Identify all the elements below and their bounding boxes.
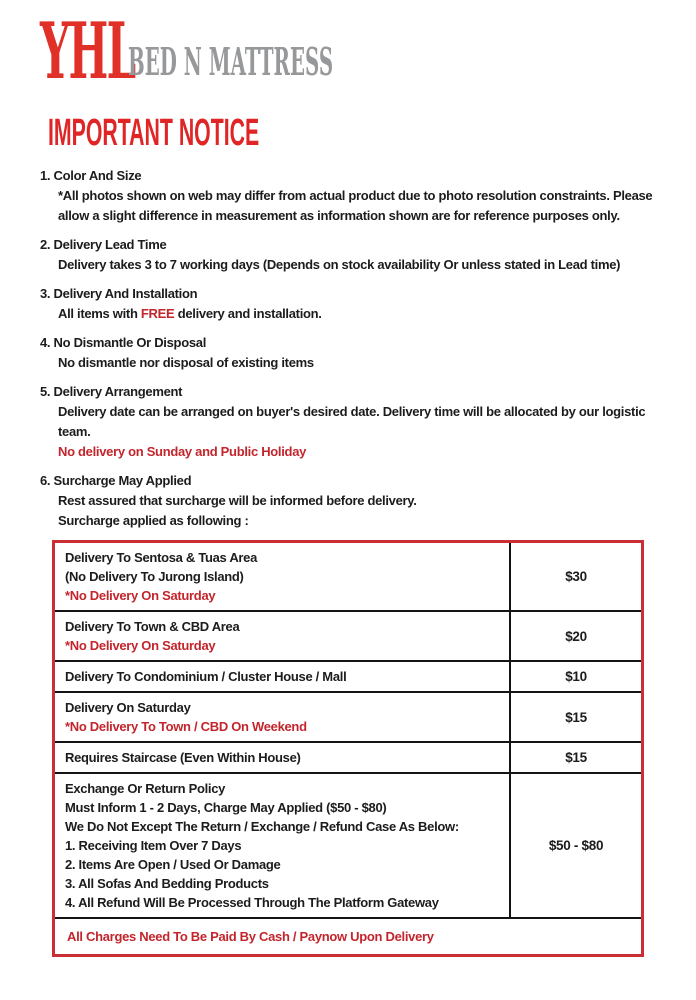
text-segment: Delivery To Condominium / Cluster House / Mall [65, 669, 347, 684]
description-line [65, 798, 499, 817]
text-segment: 4. All Refund Will Be Processed Through The Platform Gateway [65, 895, 439, 910]
notice-line [58, 511, 680, 531]
row-price: $15 [511, 743, 641, 774]
notice-heading [40, 235, 680, 255]
notice-heading [40, 471, 680, 491]
text-segment: Delivery To Sentosa & Tuas Area [65, 550, 258, 565]
table-footer-text: All Charges Need To Be Paid By Cash / Paynow Upon Delivery [67, 929, 434, 944]
text-segment: 2. Items Are Open / Used Or Damage [65, 857, 281, 872]
row-price: $10 [511, 662, 641, 693]
description-line [65, 817, 499, 836]
text-segment: All items with [58, 306, 141, 321]
red-text-segment: *No Delivery On Saturday [65, 638, 216, 653]
row-description [55, 543, 511, 612]
notice-heading [40, 284, 680, 304]
text-segment: Requires Staircase (Even Within House) [65, 750, 301, 765]
description-line [65, 779, 499, 798]
row-price: $50 - $80 [511, 774, 641, 919]
text-segment: We Do Not Except The Return / Exchange / Refund Case As Below: [65, 819, 459, 834]
text-segment: Delivery On Saturday [65, 700, 191, 715]
description-line [65, 636, 499, 655]
brand-name-text: BED N MATTRESS [128, 39, 334, 84]
row-description [55, 774, 511, 919]
notice-line [58, 353, 680, 373]
row-description [55, 693, 511, 743]
text-segment: 4. No Dismantle Or Disposal [40, 335, 207, 350]
row-price: $20 [511, 612, 641, 662]
description-line [65, 893, 499, 912]
table-row [55, 612, 641, 662]
text-segment: Delivery date can be arranged on buyer's desired date. Delivery time will be allocated by our logistic team. [58, 404, 646, 439]
text-segment: 3. All Sofas And Bedding Products [65, 876, 269, 891]
notice-line [58, 442, 680, 462]
surcharge-table-body [55, 543, 641, 954]
text-segment: delivery and installation. [174, 306, 322, 321]
notice-list [40, 166, 680, 531]
description-line [65, 567, 499, 586]
text-segment: Surcharge applied as following : [58, 513, 249, 528]
notice-line [58, 186, 680, 226]
table-row [55, 743, 641, 774]
notice-item [40, 382, 680, 462]
description-line [65, 748, 499, 767]
text-segment: No dismantle nor disposal of existing items [58, 355, 314, 370]
text-segment: 3. Delivery And Installation [40, 286, 198, 301]
notice-heading [40, 166, 680, 186]
table-row [55, 543, 641, 612]
text-segment: Delivery takes 3 to 7 working days (Depends on stock availability Or unless stated in Lead time) [58, 257, 621, 272]
table-row [55, 693, 641, 743]
description-line [65, 855, 499, 874]
row-price: $15 [511, 693, 641, 743]
description-line [65, 836, 499, 855]
description-line [65, 586, 499, 605]
notice-line [58, 304, 680, 324]
red-text-segment: No delivery on Sunday and Public Holiday [58, 444, 307, 459]
brand-logo [40, 6, 680, 98]
notice-item [40, 333, 680, 373]
surcharge-table [52, 540, 644, 957]
red-text-segment: FREE [140, 306, 175, 321]
notice-line [58, 491, 680, 511]
page-title [48, 114, 680, 152]
text-segment: 6. Surcharge May Applied [40, 473, 192, 488]
text-segment: Delivery To Town & CBD Area [65, 619, 240, 634]
notice-item [40, 235, 680, 275]
notice-item [40, 471, 680, 531]
text-segment: 1. Receiving Item Over 7 Days [65, 838, 242, 853]
notice-line [58, 255, 680, 275]
description-line [65, 698, 499, 717]
text-segment: Exchange Or Return Policy [65, 781, 226, 796]
text-segment: 5. Delivery Arrangement [40, 384, 183, 399]
row-description [55, 612, 511, 662]
description-line [65, 667, 499, 686]
red-text-segment: *No Delivery On Saturday [65, 588, 216, 603]
description-line [65, 717, 499, 736]
text-segment: (No Delivery To Jurong Island) [65, 569, 244, 584]
notice-item [40, 284, 680, 324]
text-segment: Rest assured that surcharge will be informed before delivery. [58, 493, 417, 508]
description-line [65, 548, 499, 567]
description-line [65, 874, 499, 893]
table-row [55, 662, 641, 693]
text-segment: *All photos shown on web may differ from actual product due to photo resolution constraints. Please allow a slight difference in measurement as information shown are for reference purposes only. [58, 188, 653, 223]
brand-abbr-text: YHL [40, 6, 135, 98]
text-segment: Must Inform 1 - 2 Days, Charge May Applied ($50 - $80) [65, 800, 387, 815]
table-row [55, 774, 641, 919]
notice-item [40, 166, 680, 226]
notice-line [58, 402, 680, 442]
red-text-segment: *No Delivery To Town / CBD On Weekend [65, 719, 307, 734]
row-description [55, 743, 511, 774]
notice-heading [40, 382, 680, 402]
row-description [55, 662, 511, 693]
text-segment: 2. Delivery Lead Time [40, 237, 167, 252]
page-title-text: IMPORTANT NOTICE [48, 112, 260, 154]
table-footer-row [55, 919, 641, 954]
row-price: $30 [511, 543, 641, 612]
notice-heading [40, 333, 680, 353]
description-line [65, 617, 499, 636]
text-segment: 1. Color And Size [40, 168, 142, 183]
